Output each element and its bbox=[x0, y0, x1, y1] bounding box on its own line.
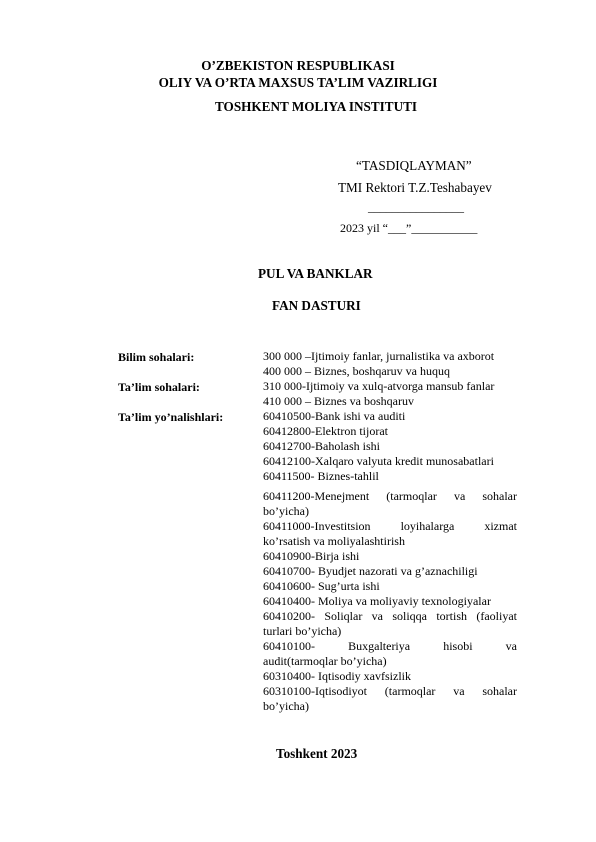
list-item: turlari bo’yicha) bbox=[263, 624, 342, 638]
list-item: 60412800-Elektron tijorat bbox=[263, 424, 388, 438]
list-item: 60310400- Iqtisodiy xavfsizlik bbox=[263, 669, 411, 683]
list-item: 60410200- Soliqlar va soliqqa tortish (faoliyat bbox=[263, 609, 517, 623]
ministry-name: OLIY VA O’RTA MAXSUS TA’LIM VAZIRLIGI bbox=[158, 75, 438, 90]
list-item: 60411000-Investitsion loyihalarga xizmat bbox=[263, 519, 517, 533]
approval-title: “TASDIQLAYMAN” bbox=[356, 158, 472, 173]
list-item: 60410700- Byudjet nazorati va g’aznachiligi bbox=[263, 564, 478, 578]
list-item: 60412100-Xalqaro valyuta kredit munosabatlari bbox=[263, 454, 494, 468]
list-item: audit(tarmoqlar bo’yicha) bbox=[263, 654, 387, 668]
approval-date-line: 2023 yil “___”___________ bbox=[340, 221, 478, 235]
list-item: bo’yicha) bbox=[263, 699, 309, 713]
program-title: FAN DASTURI bbox=[272, 298, 361, 313]
institute-name: TOSHKENT MOLIYA INSTITUTI bbox=[215, 99, 418, 114]
footer-city-year: Toshkent 2023 bbox=[276, 746, 358, 761]
list-item: 60412700-Baholash ishi bbox=[263, 439, 380, 453]
ministry-country: O’ZBEKISTON RESPUBLIKASI bbox=[201, 58, 395, 73]
approval-signature-line: ________________ bbox=[368, 200, 464, 214]
list-item: 60410900-Birja ishi bbox=[263, 549, 360, 563]
bilim-values bbox=[263, 349, 517, 379]
list-item: 400 000 – Biznes, boshqaruv va huquq bbox=[263, 364, 450, 378]
list-item: 60410600- Sug’urta ishi bbox=[263, 579, 380, 593]
list-item: 60410400- Moliya va moliyaviy texnologiyalar bbox=[263, 594, 491, 608]
list-item: 60411500- Biznes-tahlil bbox=[263, 469, 379, 483]
list-item: 60310100-Iqtisodiyot (tarmoqlar va sohalar bbox=[263, 684, 517, 698]
list-item: ko’rsatish va moliyalashtirish bbox=[263, 534, 405, 548]
list-item: 410 000 – Biznes va boshqaruv bbox=[263, 394, 414, 408]
list-item: 60410100- Buxgalteriya hisobi va bbox=[263, 639, 517, 653]
yonalish-values bbox=[263, 409, 517, 714]
subject-title: PUL VA BANKLAR bbox=[258, 266, 373, 281]
list-item: 60411200-Menejment (tarmoqlar va sohalar bbox=[263, 489, 517, 503]
yonalish-label: Ta’lim yo’nalishlari: bbox=[118, 410, 224, 424]
list-item: 300 000 –Ijtimoiy fanlar, jurnalistika va axborot bbox=[263, 349, 495, 363]
talim-values bbox=[263, 379, 517, 409]
list-item: 60410500-Bank ishi va auditi bbox=[263, 409, 406, 423]
list-item: bo’yicha) bbox=[263, 504, 309, 518]
bilim-label: Bilim sohalari: bbox=[118, 350, 195, 364]
list-item: 310 000-Ijtimoiy va xulq-atvorga mansub fanlar bbox=[263, 379, 495, 393]
approval-rector: TMI Rektori T.Z.Teshabayev bbox=[338, 180, 492, 195]
talim-label: Ta’lim sohalari: bbox=[118, 380, 200, 394]
